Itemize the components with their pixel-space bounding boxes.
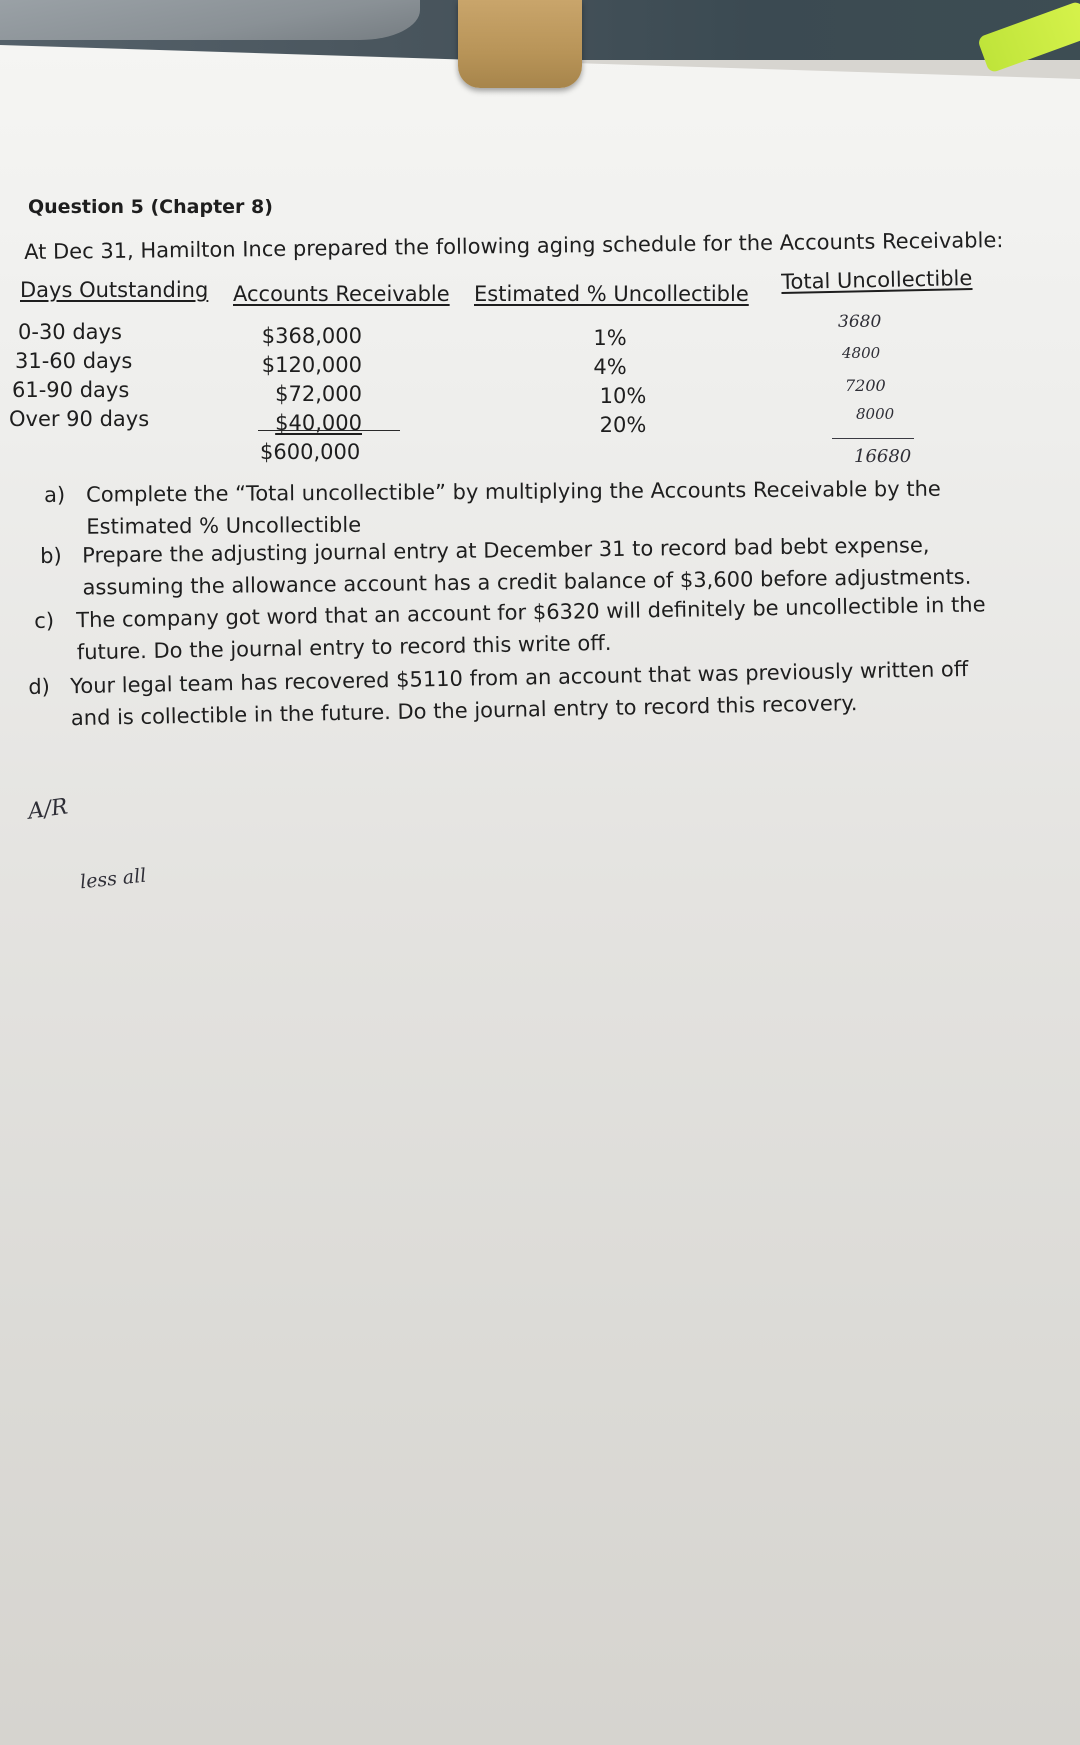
question-label: c) (34, 608, 55, 633)
column-header-total: Total Uncollectible (781, 265, 973, 294)
row-days: 61-90 days (12, 378, 130, 402)
handwritten-total: 8000 (856, 405, 895, 423)
handwritten-total: 3680 (838, 312, 882, 332)
row-ar: $72,000 (275, 382, 362, 406)
row-pct: 4% (593, 355, 627, 379)
question-line: Complete the “Total uncollectible” by multiplying the Accounts Receivable by the (86, 476, 941, 507)
row-ar: $368,000 (261, 324, 362, 348)
ar-total: $600,000 (260, 440, 361, 464)
question-line: Your legal team has recovered $5110 from an account that was previously written off (70, 656, 969, 699)
handwritten-total-rule (832, 438, 914, 439)
question-label: a) (44, 482, 66, 507)
question-line: assuming the allowance account has a credit balance of $3,600 before adjustments. (82, 564, 972, 600)
question-line: future. Do the journal entry to record this write off. (76, 630, 612, 665)
handwritten-grand-total: 16680 (854, 446, 912, 467)
question-title: Question 5 (Chapter 8) (28, 196, 273, 218)
question-line: and is collectible in the future. Do the journal entry to record this recovery. (70, 691, 858, 731)
row-days: 31-60 days (15, 349, 133, 373)
row-pct: 20% (599, 413, 647, 437)
row-pct: 10% (599, 384, 647, 408)
row-pct: 1% (593, 326, 627, 350)
question-line: Estimated % Uncollectible (86, 512, 362, 539)
question-intro: At Dec 31, Hamilton Ince prepared the following aging schedule for the Accounts Receivable: (24, 228, 1004, 264)
row-ar: $120,000 (261, 353, 362, 377)
question-label: d) (28, 674, 51, 699)
handwritten-total: 4800 (842, 344, 881, 362)
question-line: The company got word that an account for $6320 will definitely be uncollectible in the (76, 592, 986, 633)
column-header-ar: Accounts Receivable (233, 282, 450, 306)
row-days: Over 90 days (9, 407, 150, 431)
question-label: b) (40, 543, 62, 568)
total-rule (258, 430, 400, 431)
column-header-pct: Estimated % Uncollectible (474, 282, 749, 306)
handwritten-note: A/R (26, 794, 70, 825)
row-ar: $40,000 (275, 411, 362, 435)
question-line: Prepare the adjusting journal entry at December 31 to record bad bebt expense, (82, 533, 930, 568)
column-header-days: Days Outstanding (20, 278, 209, 302)
row-days: 0-30 days (18, 320, 122, 344)
handwritten-note: less all (79, 864, 148, 894)
handwritten-total: 7200 (845, 376, 886, 395)
